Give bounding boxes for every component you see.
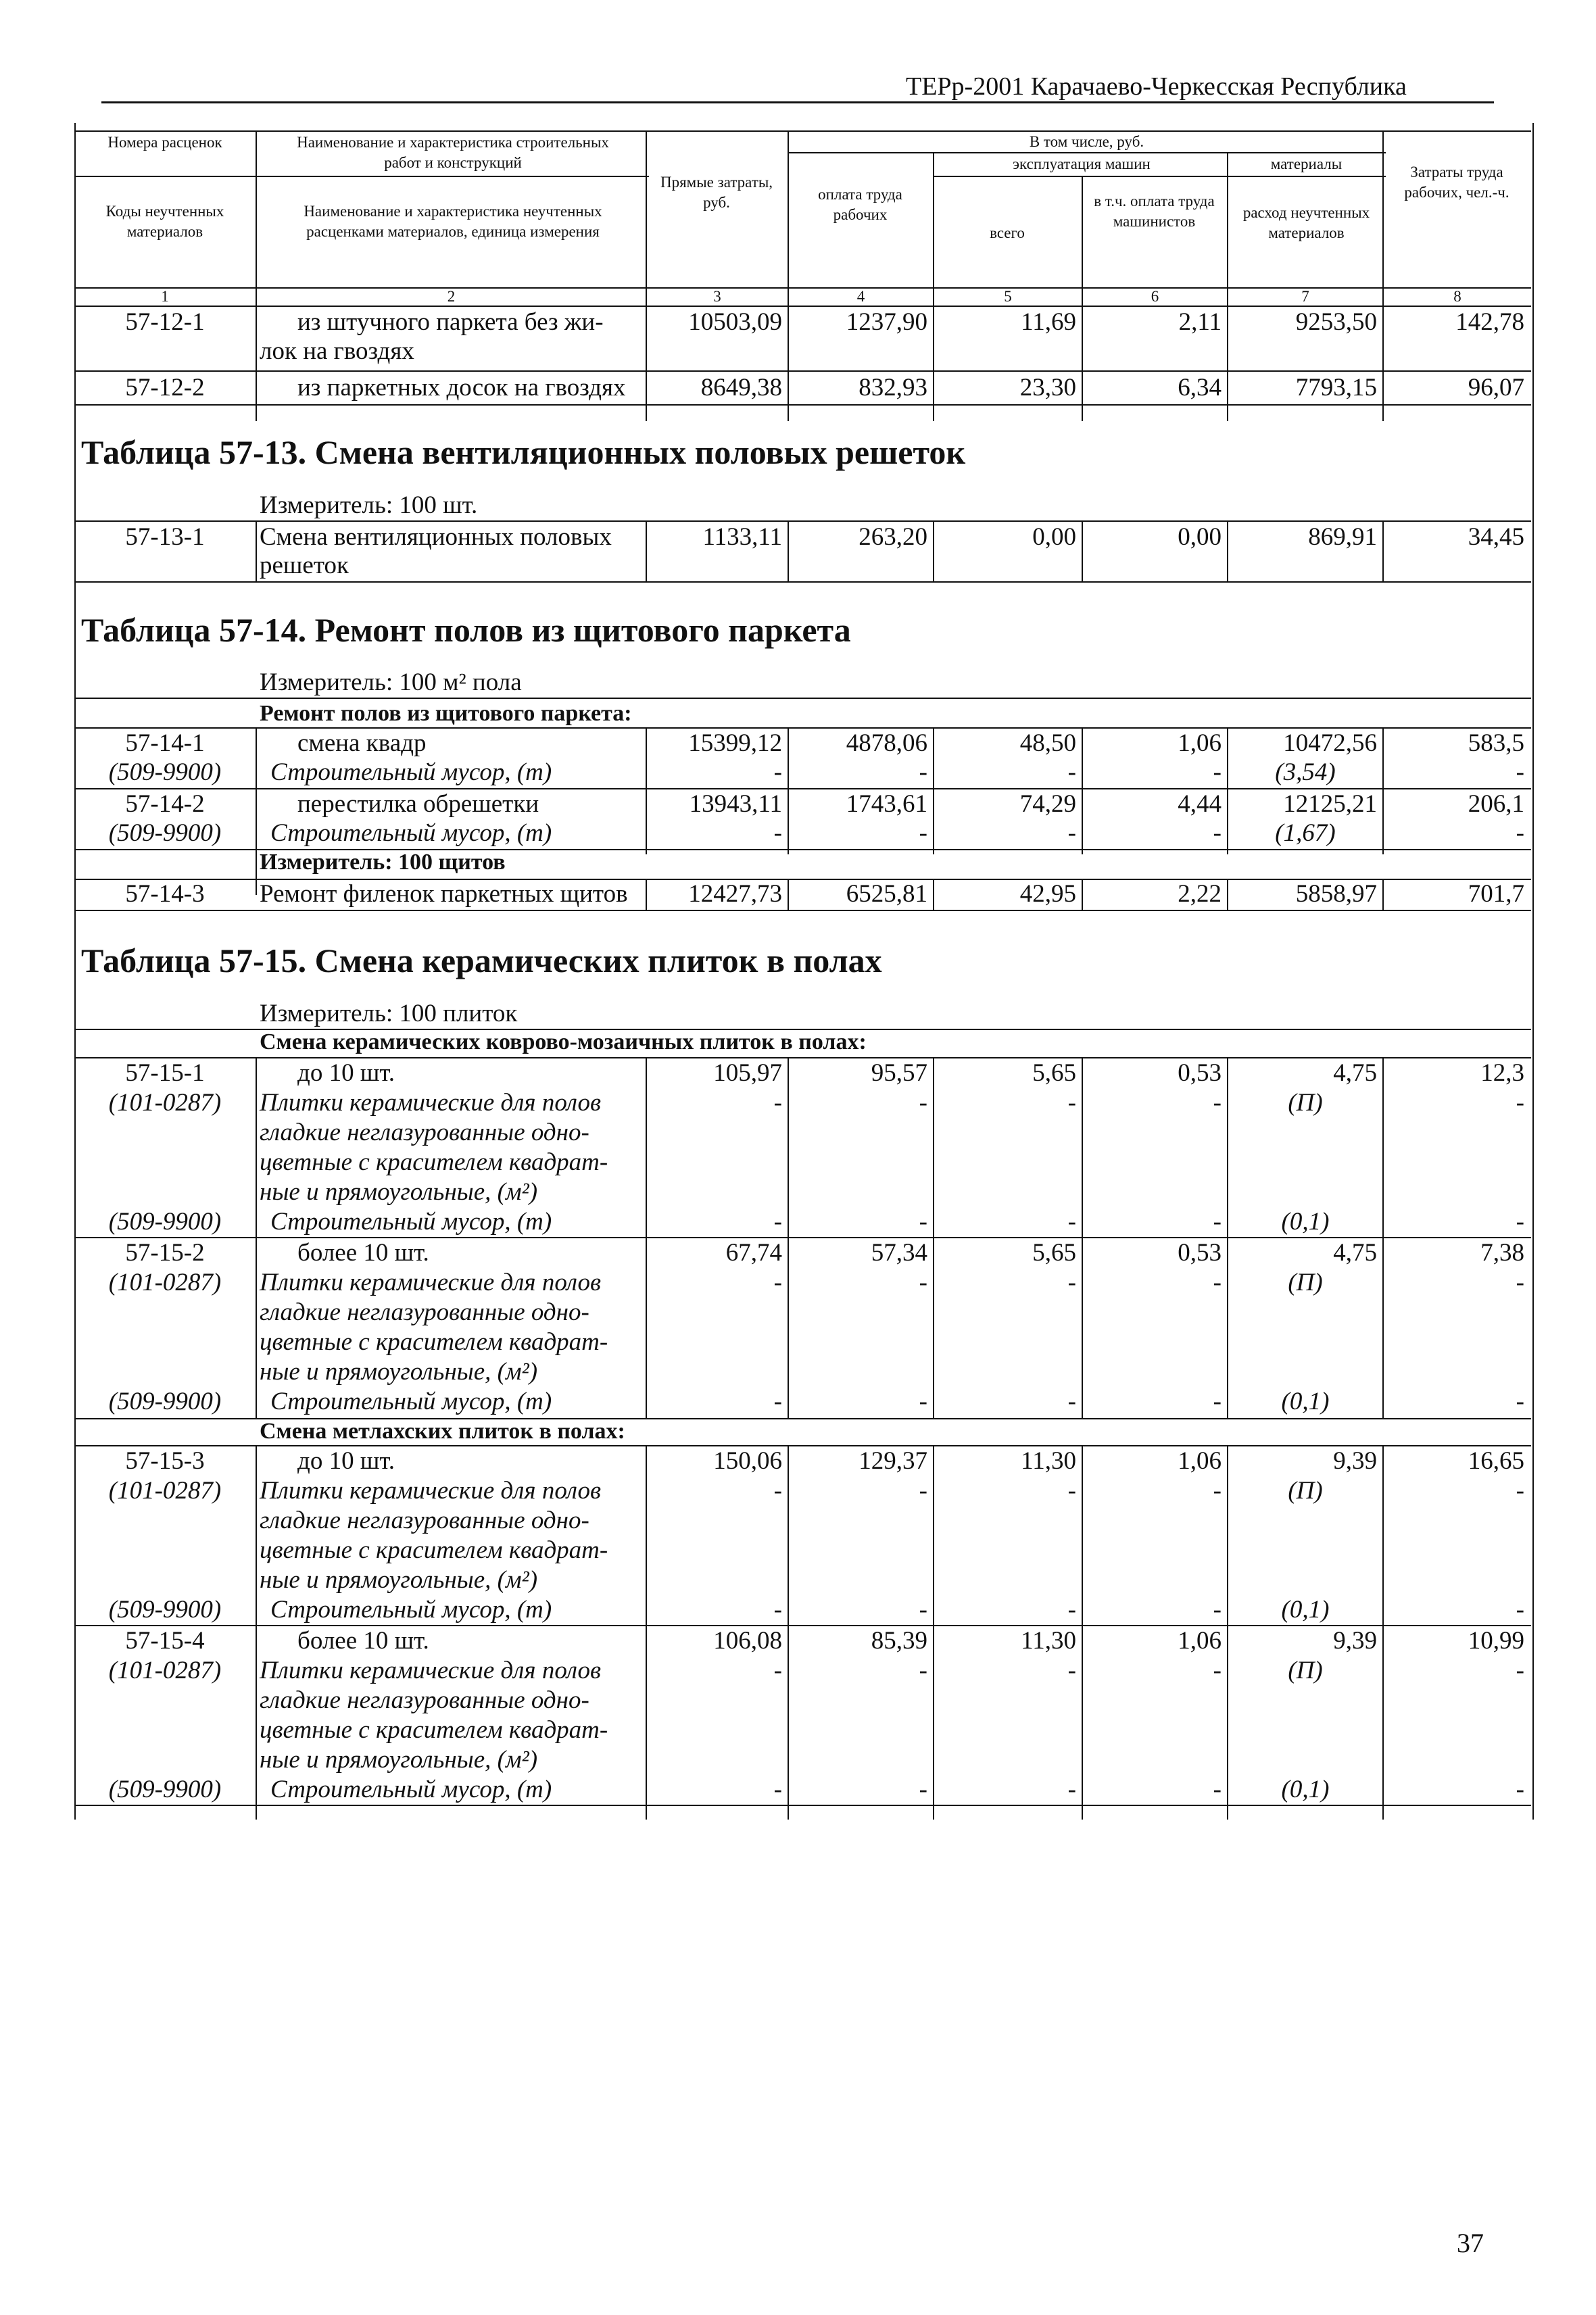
row-57-15-2-tile-line-1: Плитки керамические для полов: [260, 1269, 602, 1296]
row-57-15-4-machinists: 1,06: [1178, 1627, 1222, 1655]
dash: -: [773, 1208, 782, 1236]
row-57-12-2-mach: 23,30: [1019, 374, 1076, 401]
row-57-12-2-name: из паркетных досок на гвоздях: [297, 374, 626, 401]
table-57-14-section: Ремонт полов из щитового паркета:: [260, 701, 632, 726]
dash: -: [919, 1208, 927, 1236]
dash: -: [773, 819, 782, 847]
row-57-15-4-labor: 85,39: [871, 1627, 927, 1655]
row-57-15-2-waste-name: Строительный мусор, (т): [270, 1388, 552, 1415]
row-57-15-4-direct: 106,08: [713, 1627, 782, 1655]
row-57-15-1-tile-line-3: цветные с красителем квадрат-: [260, 1148, 608, 1176]
row-57-15-3-tile-line-2: гладкие неглазурованные одно-: [260, 1507, 589, 1534]
row-57-15-1-name: до 10 шт.: [297, 1059, 395, 1087]
row-57-15-4-waste-amount: (0,1): [1281, 1776, 1330, 1803]
row-rule: [74, 1805, 1531, 1806]
dash: -: [919, 758, 927, 786]
row-rule: [74, 520, 1531, 522]
row-57-14-3-direct: 12427,73: [688, 880, 782, 908]
dash: -: [1067, 1596, 1076, 1624]
dash: -: [773, 1089, 782, 1117]
row-57-14-1-hours: 583,5: [1468, 729, 1524, 757]
row-57-13-1-machinists: 0,00: [1178, 523, 1222, 551]
dash: -: [1516, 758, 1524, 786]
row-57-15-4-hours: 10,99: [1468, 1627, 1524, 1655]
row-57-12-1-code: 57-12-1: [125, 308, 205, 336]
row-57-15-2-machinists: 0,53: [1178, 1239, 1222, 1267]
row-57-15-3-direct: 150,06: [713, 1447, 782, 1475]
row-57-14-1-waste-amount: (3,54): [1275, 758, 1336, 786]
hdr-machinists-pay: в т.ч. оплата труда машинистов: [1094, 193, 1215, 230]
row-57-15-3-machinists: 1,06: [1178, 1447, 1222, 1475]
row-57-15-3-name: до 10 шт.: [297, 1447, 395, 1475]
dash: -: [1213, 1776, 1222, 1803]
dash: -: [1516, 1776, 1524, 1803]
row-57-15-1-tile-code: (101-0287): [108, 1089, 222, 1117]
row-57-14-3-mach: 42,95: [1019, 880, 1076, 908]
dash: -: [1516, 1269, 1524, 1296]
row-57-14-2-code: 57-14-2: [125, 790, 205, 818]
dash: -: [919, 819, 927, 847]
dash: -: [919, 1388, 927, 1415]
row-rule: [74, 370, 1531, 372]
row-57-15-1-tile-line-1: Плитки керамические для полов: [260, 1089, 602, 1117]
row-57-12-2-code: 57-12-2: [125, 374, 205, 401]
dash: -: [919, 1596, 927, 1624]
dash: -: [1213, 758, 1222, 786]
dash: -: [1067, 1089, 1076, 1117]
table-57-15-section-1: Смена керамических коврово-мозаичных плиток в полах:: [260, 1029, 867, 1054]
row-57-13-1-mach: 0,00: [1032, 523, 1076, 551]
row-57-14-1-direct: 15399,12: [688, 729, 782, 757]
hdr-machines: эксплуатация машин: [1013, 155, 1151, 172]
table-57-14-title: Таблица 57-14. Ремонт полов из щитового паркета: [81, 611, 851, 649]
row-57-15-4-code: 57-15-4: [125, 1627, 205, 1655]
row-57-15-3-waste-code: (509-9900): [108, 1596, 222, 1624]
row-57-14-3-name: Ремонт филенок паркетных щитов: [260, 880, 628, 908]
dash: -: [1516, 1477, 1524, 1505]
dash: -: [1067, 1776, 1076, 1803]
row-57-15-1-tile-line-4: ные и прямоугольные, (м²): [260, 1178, 538, 1206]
row-57-15-2-tile-code: (101-0287): [108, 1269, 222, 1296]
row-57-15-2-hours: 7,38: [1480, 1239, 1524, 1267]
row-57-12-1-direct: 10503,09: [688, 308, 782, 336]
hdr-machines-total: всего: [990, 224, 1025, 241]
dash: -: [1067, 1269, 1076, 1296]
row-57-12-1-machinists: 2,11: [1178, 308, 1222, 336]
dash: -: [1516, 1657, 1524, 1684]
hdr-labor-hours: Затраты труда рабочих, чел.-ч.: [1404, 164, 1509, 201]
row-57-15-1-tile-line-2: гладкие неглазурованные одно-: [260, 1119, 589, 1146]
row-57-14-2-labor: 1743,61: [846, 790, 927, 818]
row-57-12-1-materials: 9253,50: [1295, 308, 1377, 336]
row-57-15-4-materials: 9,39: [1333, 1627, 1377, 1655]
row-57-15-1-machinists: 0,53: [1178, 1059, 1222, 1087]
row-57-15-2-direct: 67,74: [725, 1239, 782, 1267]
row-57-15-3-tile-code: (101-0287): [108, 1477, 222, 1505]
t13-col-1: [256, 520, 257, 581]
row-57-15-4-tile-line-1: Плитки керамические для полов: [260, 1657, 602, 1684]
dash: -: [1067, 819, 1076, 847]
row-57-12-2-machinists: 6,34: [1178, 374, 1222, 401]
row-57-15-4-tile-line-3: цветные с красителем квадрат-: [260, 1716, 608, 1744]
row-57-15-2-tile-line-2: гладкие неглазурованные одно-: [260, 1298, 589, 1326]
col-line-1: [256, 130, 257, 421]
row-57-15-1-labor: 95,57: [871, 1059, 927, 1087]
row-57-14-3-hours: 701,7: [1468, 880, 1524, 908]
row-57-14-2-mach: 74,29: [1019, 790, 1076, 818]
row-57-15-1-waste-amount: (0,1): [1281, 1208, 1330, 1236]
row-57-14-1-labor: 4878,06: [846, 729, 927, 757]
dash: -: [1516, 819, 1524, 847]
table-57-15-section-2: Смена метлахских плиток в полах:: [260, 1419, 625, 1444]
row-57-14-2-waste-name: Строительный мусор, (т): [270, 819, 552, 847]
row-rule: [74, 581, 1531, 583]
row-57-14-1-machinists: 1,06: [1178, 729, 1222, 757]
dash: -: [1516, 1208, 1524, 1236]
row-57-15-4-waste-name: Строительный мусор, (т): [270, 1776, 552, 1803]
dash: -: [1213, 1269, 1222, 1296]
row-57-15-4-mach: 11,30: [1021, 1627, 1076, 1655]
dash: -: [773, 1596, 782, 1624]
mach-rule: [933, 176, 1386, 177]
dash: -: [919, 1269, 927, 1296]
row-57-12-1-name: из штучного паркета без жи-: [297, 308, 604, 336]
row-57-12-2-hours: 96,07: [1468, 374, 1524, 401]
row-57-14-2-machinists: 4,44: [1178, 790, 1222, 818]
row-57-15-4-tile-line-4: ные и прямоугольные, (м²): [260, 1746, 538, 1774]
row-57-15-3-code: 57-15-3: [125, 1447, 205, 1475]
row-57-12-1-mach: 11,69: [1021, 308, 1076, 336]
hdr-direct-costs: Прямые затраты, руб.: [660, 174, 773, 211]
row-57-15-4-name: более 10 шт.: [297, 1627, 429, 1655]
row-57-15-1-materials: 4,75: [1333, 1059, 1377, 1087]
table-57-14-meter-2: Измеритель: 100 щитов: [260, 850, 506, 875]
row-57-12-1-hours: 142,78: [1455, 308, 1524, 336]
row-57-15-3-tile-line-4: ные и прямоугольные, (м²): [260, 1566, 538, 1594]
row-57-13-1-direct: 1133,11: [702, 523, 782, 551]
row-rule: [74, 404, 1531, 406]
dash: -: [919, 1089, 927, 1117]
row-57-15-1-hours: 12,3: [1480, 1059, 1524, 1087]
dash: -: [773, 1388, 782, 1415]
row-57-14-2-name: перестилка обрешетки: [297, 790, 539, 818]
hdr-work-name: Наименование и характеристика строительных работ и конструкций: [297, 134, 609, 171]
col-num-4: 4: [856, 288, 865, 305]
row-57-13-1-name: Смена вентиляционных половых: [260, 523, 612, 551]
row-57-14-3-code: 57-14-3: [125, 880, 205, 908]
row-57-15-2-code: 57-15-2: [125, 1239, 205, 1267]
table-57-15-meter: Измеритель: 100 плиток: [260, 1000, 518, 1027]
col-num-3: 3: [713, 288, 721, 305]
dash: -: [1213, 819, 1222, 847]
row-57-12-2-direct: 8649,38: [700, 374, 782, 401]
col-num-8: 8: [1453, 288, 1461, 305]
dash: -: [1213, 1089, 1222, 1117]
row-57-14-1-name: смена квадр: [297, 729, 427, 757]
row-57-15-2-tile-amount: (П): [1288, 1269, 1323, 1296]
hdr-labor-pay: оплата труда рабочих: [818, 186, 902, 223]
row-57-15-4-tile-code: (101-0287): [108, 1657, 222, 1684]
dash: -: [773, 1657, 782, 1684]
row-57-15-3-materials: 9,39: [1333, 1447, 1377, 1475]
dash: -: [773, 758, 782, 786]
row-57-15-3-mach: 11,30: [1021, 1447, 1076, 1475]
table-57-13-meter: Измеритель: 100 шт.: [260, 491, 478, 519]
row-57-14-1-mach: 48,50: [1019, 729, 1076, 757]
row-57-15-2-tile-line-4: ные и прямоугольные, (м²): [260, 1358, 538, 1386]
dash: -: [1516, 1596, 1524, 1624]
row-57-13-1-labor: 263,20: [859, 523, 927, 551]
header-rule: [101, 101, 1494, 103]
row-57-15-1-mach: 5,65: [1032, 1059, 1076, 1087]
dash: -: [1213, 1477, 1222, 1505]
dash: -: [1067, 1388, 1076, 1415]
row-57-13-1-name-cont: решеток: [260, 552, 349, 579]
table-57-15-title: Таблица 57-15. Смена керамических плиток в полах: [81, 942, 882, 979]
dash: -: [773, 1477, 782, 1505]
row-57-14-2-waste-code: (509-9900): [108, 819, 222, 847]
dash: -: [773, 1776, 782, 1803]
row-57-15-2-materials: 4,75: [1333, 1239, 1377, 1267]
row-57-14-1-waste-name: Строительный мусор, (т): [270, 758, 552, 786]
hdr-including: В том числе, руб.: [1029, 133, 1144, 150]
row-57-15-1-code: 57-15-1: [125, 1059, 205, 1087]
row-57-15-4-tile-amount: (П): [1288, 1657, 1323, 1684]
dash: -: [1067, 1657, 1076, 1684]
col-num-5: 5: [1004, 288, 1012, 305]
hdr-material-codes: Коды неучтенных материалов: [105, 203, 224, 240]
row-57-12-1-name-cont: лок на гвоздях: [260, 337, 414, 365]
row-57-14-2-materials: 12125,21: [1283, 790, 1377, 818]
dash: -: [773, 1269, 782, 1296]
dash: -: [1516, 1089, 1524, 1117]
row-57-12-1-labor: 1237,90: [846, 308, 927, 336]
row-57-15-3-labor: 129,37: [859, 1447, 927, 1475]
document-header-title: ТЕРр-2001 Карачаево-Черкесская Республика: [906, 72, 1407, 101]
hdr-rate-numbers: Номера расценок: [107, 134, 222, 151]
row-57-15-4-waste-code: (509-9900): [108, 1776, 222, 1803]
t15b-col-1: [256, 1445, 257, 1820]
row-57-14-3-labor: 6525,81: [846, 880, 927, 908]
row-57-15-2-mach: 5,65: [1032, 1239, 1076, 1267]
dash: -: [919, 1477, 927, 1505]
col-num-1: 1: [161, 288, 169, 305]
t14-col-1: [256, 727, 257, 895]
dash: -: [1213, 1388, 1222, 1415]
row-57-14-2-waste-amount: (1,67): [1275, 819, 1336, 847]
dash: -: [1213, 1657, 1222, 1684]
dash: -: [1067, 1208, 1076, 1236]
row-57-12-2-materials: 7793,15: [1295, 374, 1377, 401]
row-57-15-1-waste-code: (509-9900): [108, 1208, 222, 1236]
row-57-15-3-tile-line-1: Плитки керамические для полов: [260, 1477, 602, 1505]
row-57-14-2-direct: 13943,11: [689, 790, 782, 818]
dash: -: [919, 1776, 927, 1803]
row-57-13-1-materials: 869,91: [1308, 523, 1377, 551]
row-57-15-2-waste-code: (509-9900): [108, 1388, 222, 1415]
row-57-15-3-tile-amount: (П): [1288, 1477, 1323, 1505]
hdr-materials: материалы: [1270, 155, 1343, 172]
row-57-15-3-waste-amount: (0,1): [1281, 1596, 1330, 1624]
col-num-7: 7: [1301, 288, 1309, 305]
row-57-15-1-direct: 105,97: [713, 1059, 782, 1087]
dash: -: [1213, 1208, 1222, 1236]
row-57-15-2-name: более 10 шт.: [297, 1239, 429, 1267]
row-rule: [74, 910, 1531, 911]
table-57-14-meter: Измеритель: 100 м² пола: [260, 668, 522, 696]
row-57-14-3-machinists: 2,22: [1178, 880, 1222, 908]
dash: -: [1067, 1477, 1076, 1505]
row-57-12-2-labor: 832,93: [859, 374, 927, 401]
hdr-material-use: расход неучтенных материалов: [1242, 204, 1370, 241]
col-num-6: 6: [1151, 288, 1159, 305]
header-split-rule: [74, 176, 649, 177]
page-number: 37: [1457, 2228, 1484, 2258]
row-57-15-3-tile-line-3: цветные с красителем квадрат-: [260, 1536, 608, 1564]
row-57-13-1-code: 57-13-1: [125, 523, 205, 551]
row-57-13-1-hours: 34,45: [1468, 523, 1524, 551]
dash: -: [1213, 1596, 1222, 1624]
row-57-15-4-tile-line-2: гладкие неглазурованные одно-: [260, 1686, 589, 1714]
row-57-15-1-tile-amount: (П): [1288, 1089, 1323, 1117]
row-57-14-1-code: 57-14-1: [125, 729, 205, 757]
row-57-15-2-tile-line-3: цветные с красителем квадрат-: [260, 1328, 608, 1356]
row-57-14-3-materials: 5858,97: [1295, 880, 1377, 908]
row-57-14-1-materials: 10472,56: [1283, 729, 1377, 757]
row-57-15-2-labor: 57,34: [871, 1239, 927, 1267]
table-57-13-title: Таблица 57-13. Смена вентиляционных половых решеток: [81, 433, 966, 471]
row-57-15-3-hours: 16,65: [1468, 1447, 1524, 1475]
hdr-material-name: Наименование и характеристика неучтенных расценками материалов, единица измерения: [304, 203, 602, 240]
dash: -: [919, 1657, 927, 1684]
row-57-15-3-waste-name: Строительный мусор, (т): [270, 1596, 552, 1624]
row-57-15-2-waste-amount: (0,1): [1281, 1388, 1330, 1415]
incl-rule: [788, 152, 1386, 153]
col-num-2: 2: [447, 288, 456, 305]
dash: -: [1067, 758, 1076, 786]
row-57-14-2-hours: 206,1: [1468, 790, 1524, 818]
row-57-15-1-waste-name: Строительный мусор, (т): [270, 1208, 552, 1236]
dash: -: [1516, 1388, 1524, 1415]
row-57-14-1-waste-code: (509-9900): [108, 758, 222, 786]
